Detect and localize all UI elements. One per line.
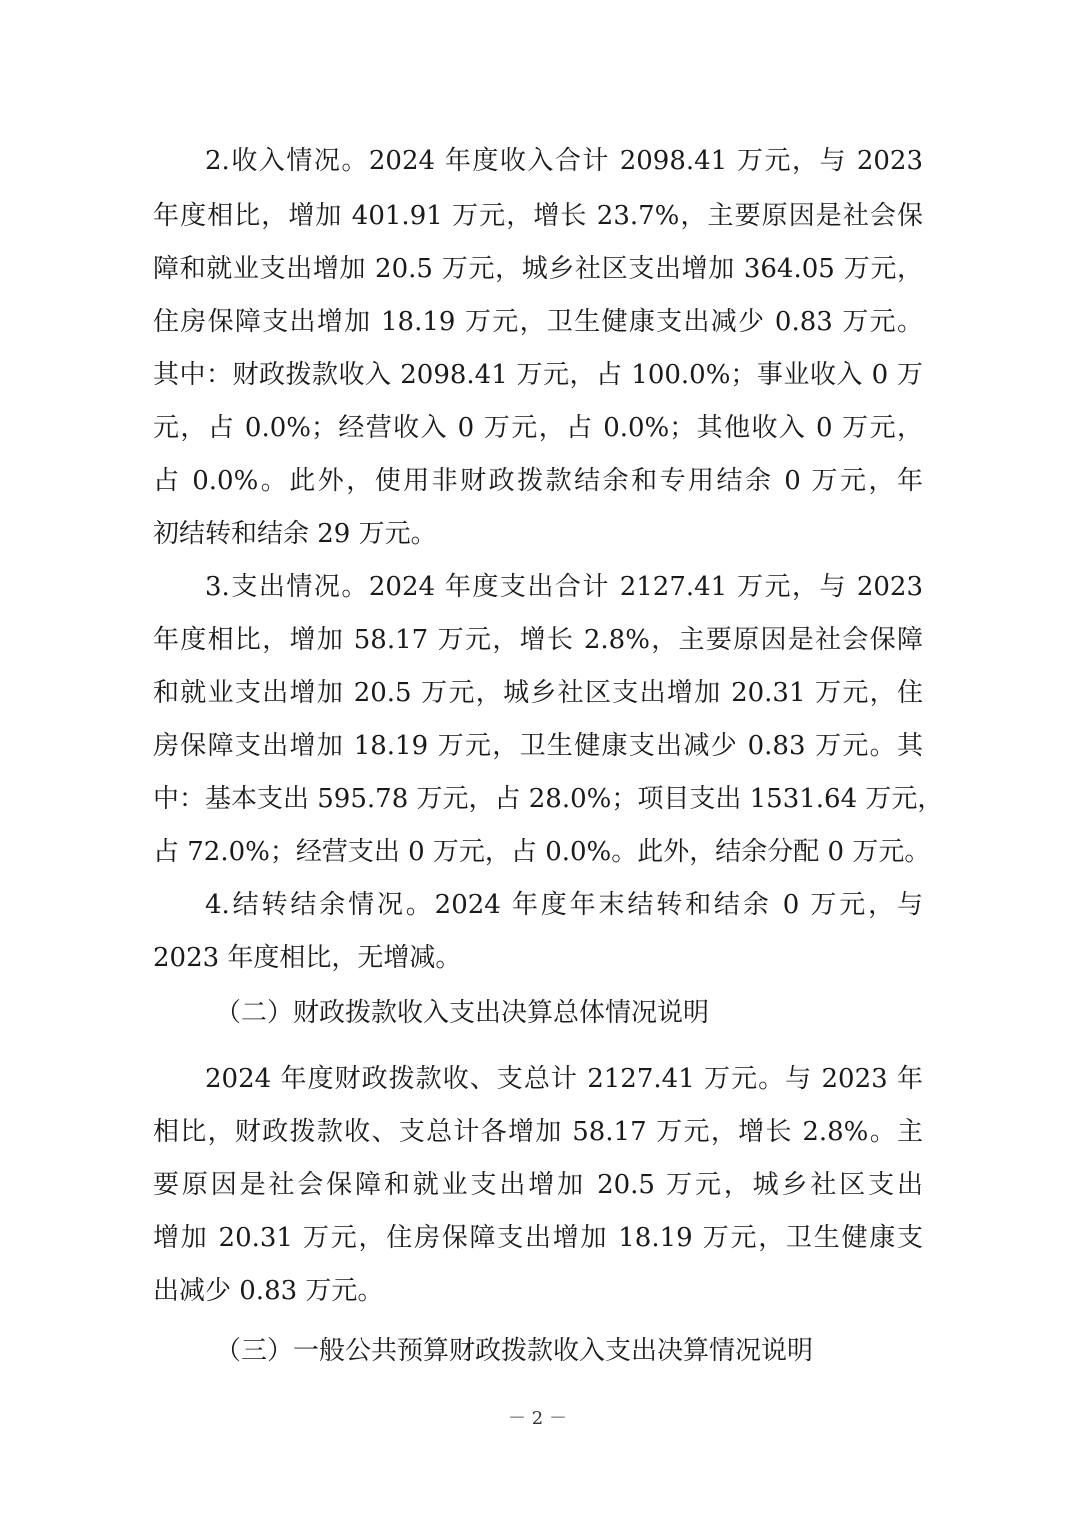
income-line-4: 住房保障支出增加 18.19 万元，卫生健康支出减少 0.83 万元。 xyxy=(153,307,923,337)
expense-line-4: 房保障支出增加 18.19 万元，卫生健康支出减少 0.83 万元。其 xyxy=(153,731,923,761)
expense-line-2: 年度相比，增加 58.17 万元，增长 2.8%，主要原因是社会保障 xyxy=(153,625,923,655)
fiscal-total-line-2: 相比，财政拨款收、支总计各增加 58.17 万元，增长 2.8%。主 xyxy=(153,1117,923,1147)
income-line-5: 其中：财政拨款收入 2098.41 万元，占 100.0%；事业收入 0 万 xyxy=(153,360,923,390)
expense-line-1: 3.支出情况。2024 年度支出合计 2127.41 万元，与 2023 xyxy=(205,572,923,602)
fiscal-total-line-4: 增加 20.31 万元，住房保障支出增加 18.19 万元，卫生健康支 xyxy=(153,1223,923,1253)
carryover-line-1: 4.结转结余情况。2024 年度年末结转和结余 0 万元，与 xyxy=(205,890,923,920)
section-heading-3: （三）一般公共预算财政拨款收入支出决算情况说明 xyxy=(215,1336,814,1366)
income-line-8: 初结转和结余 29 万元。 xyxy=(153,519,437,549)
income-line-1: 2.收入情况。2024 年度收入合计 2098.41 万元，与 2023 xyxy=(205,146,923,176)
carryover-line-2: 2023 年度相比，无增减。 xyxy=(153,943,462,973)
page-number: － 2 － xyxy=(508,1408,567,1429)
section-heading-2: （二）财政拨款收入支出决算总体情况说明 xyxy=(215,998,710,1028)
expense-line-5: 中：基本支出 595.78 万元，占 28.0%；项目支出 1531.64 万元， xyxy=(153,784,944,814)
fiscal-total-line-1: 2024 年度财政拨款收、支总计 2127.41 万元。与 2023 年 xyxy=(205,1064,923,1094)
income-line-6: 元，占 0.0%；经营收入 0 万元，占 0.0%；其他收入 0 万元， xyxy=(153,413,923,443)
fiscal-total-line-5: 出减少 0.83 万元。 xyxy=(153,1276,384,1306)
expense-line-6: 占 72.0%；经营支出 0 万元，占 0.0%。此外，结余分配 0 万元。 xyxy=(153,837,931,867)
income-line-7: 占 0.0%。此外，使用非财政拨款结余和专用结余 0 万元，年 xyxy=(153,466,923,496)
income-line-3: 障和就业支出增加 20.5 万元，城乡社区支出增加 364.05 万元， xyxy=(153,254,923,284)
income-line-2: 年度相比，增加 401.91 万元，增长 23.7%，主要原因是社会保 xyxy=(153,201,923,231)
fiscal-total-line-3: 要原因是社会保障和就业支出增加 20.5 万元，城乡社区支出 xyxy=(153,1170,923,1200)
expense-line-3: 和就业支出增加 20.5 万元，城乡社区支出增加 20.31 万元，住 xyxy=(153,678,923,708)
